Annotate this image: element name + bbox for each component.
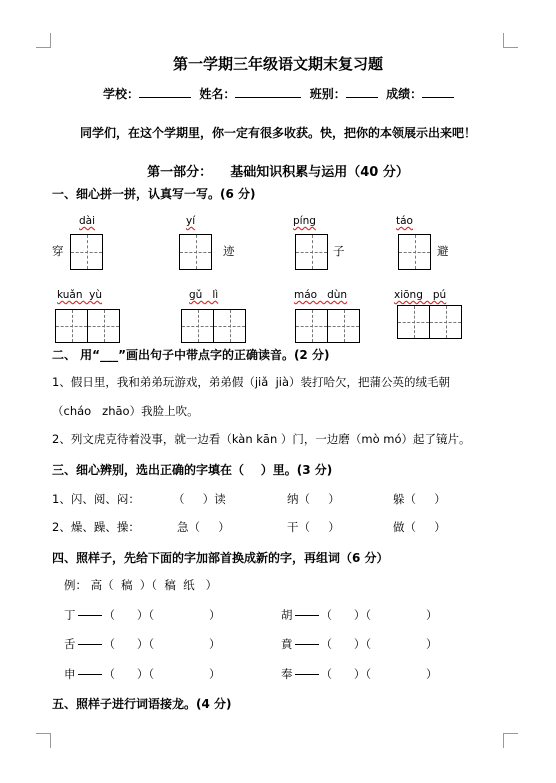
dash-line — [295, 674, 319, 675]
info-line — [103, 85, 454, 102]
q4-char: 胡 — [281, 608, 293, 622]
q4-row1-left — [64, 607, 221, 623]
q1-char-after-3: 子 — [333, 244, 345, 258]
corner-mark-bottom-right — [503, 733, 518, 748]
q1-pinyin-5: kuǎn yù — [57, 289, 103, 301]
q3-row1-item1: （ ）读 — [173, 492, 226, 506]
q3-row1-item3: 躲（ ） — [393, 492, 446, 506]
q1-write-box-1[interactable] — [70, 234, 103, 270]
q2-heading: 二、 用“___”画出句子中带点字的正确读音。(2 分) — [52, 348, 330, 362]
q1-pinyin-4: táo — [396, 215, 413, 227]
q2-sentence-2: 2、列文虎克待着没事，就一边看（kàn kān ）门，一边磨（mò mó）起了镜片。 — [52, 432, 471, 446]
q1-write-box-5[interactable] — [55, 309, 88, 343]
corner-mark-top-left — [36, 33, 51, 48]
dash-line — [78, 615, 102, 616]
q1-write-box-9[interactable] — [295, 309, 328, 343]
dash-line — [78, 644, 102, 645]
school-label: 学校： — [103, 87, 140, 101]
q1-write-box-3[interactable] — [295, 234, 328, 270]
q4-row3-right — [281, 666, 438, 682]
q1-heading: 一、细心拼一拼，认真写一写。(6 分) — [52, 187, 256, 201]
q3-row1-label: 1、闪、阅、闷： — [52, 492, 140, 506]
score-label: 成绩： — [386, 87, 423, 101]
q1-pinyin-6: gǔ lì — [189, 289, 219, 301]
q4-example: 例： 高（ 稿 ）（ 稿 纸 ） — [64, 578, 218, 592]
name-field[interactable] — [235, 85, 301, 98]
q1-write-box-7[interactable] — [181, 309, 214, 343]
q4-char: 舌 — [64, 637, 76, 651]
q1-pinyin-1: dài — [79, 215, 96, 227]
q1-write-box-2[interactable] — [179, 234, 212, 270]
q4-char: 賁 — [281, 637, 293, 651]
q3-row2-item3: 做（ ） — [393, 520, 446, 534]
q1-pinyin-3: píng — [293, 215, 316, 227]
q1-char-after-4: 避 — [437, 244, 449, 258]
q4-blank: （ ）（ ） — [103, 667, 221, 681]
q1-write-box-11[interactable] — [397, 305, 430, 339]
dash-line — [295, 644, 319, 645]
q4-char: 丁 — [64, 608, 76, 622]
q3-heading: 三、细心辨别，选出正确的字填在（ ）里。(3 分) — [52, 463, 333, 477]
class-field[interactable] — [346, 85, 378, 98]
dash-line — [78, 674, 102, 675]
q1-char-before-1: 穿 — [52, 244, 64, 258]
q4-heading: 四、照样子，先给下面的字加部首换成新的字，再组词（6 分） — [52, 551, 389, 565]
q4-blank: （ ）（ ） — [320, 608, 438, 622]
q1-write-box-8[interactable] — [213, 309, 246, 343]
q5-heading: 五、照样子进行词语接龙。(4 分) — [52, 697, 232, 711]
corner-mark-bottom-left — [36, 733, 51, 748]
q1-write-box-10[interactable] — [327, 309, 360, 343]
q4-row3-left — [64, 666, 221, 682]
q4-row2-right — [281, 636, 438, 652]
q4-blank: （ ）（ ） — [103, 637, 221, 651]
corner-mark-top-right — [503, 33, 518, 48]
part-one-heading: 第一部分： 基础知识积累与运用（40 分） — [147, 165, 409, 180]
q4-row2-left — [64, 636, 221, 652]
q1-write-box-4[interactable] — [398, 234, 431, 270]
q4-blank: （ ）（ ） — [320, 667, 438, 681]
q2-sentence-1a: 1、假日里，我和弟弟玩游戏，弟弟假（jiǎ jià）装打哈欠，把蒲公英的绒毛朝 — [52, 375, 450, 389]
q1-pinyin-8: xiōng pú — [394, 289, 447, 301]
q4-blank: （ ）（ ） — [103, 608, 221, 622]
q3-row1-item2: 纳（ ） — [287, 492, 340, 506]
q4-row1-right — [281, 607, 438, 623]
school-field[interactable] — [139, 85, 191, 98]
q1-pinyin-2: yí — [186, 215, 196, 227]
q3-row2-label: 2、燥、躁、操： — [52, 520, 140, 534]
score-field[interactable] — [422, 85, 454, 98]
dash-line — [295, 615, 319, 616]
q1-write-box-12[interactable] — [429, 305, 462, 339]
q3-row2-item2: 干（ ） — [287, 520, 340, 534]
q4-char: 奉 — [281, 667, 293, 681]
q1-pinyin-7: máo dùn — [294, 289, 348, 301]
q3-row2-item1: 急（ ） — [177, 520, 230, 534]
name-label: 姓名： — [199, 87, 236, 101]
slogan: 同学们，在这个学期里，你一定有很多收获。快，把你的本领展示出来吧！ — [79, 126, 476, 140]
class-label: 班别： — [309, 87, 346, 101]
q4-blank: （ ）（ ） — [320, 637, 438, 651]
q2-sentence-1b: （cháo zhāo）我脸上吹。 — [52, 404, 199, 418]
q4-char: 申 — [64, 667, 76, 681]
q1-write-box-6[interactable] — [87, 309, 120, 343]
page-title: 第一学期三年级语文期末复习题 — [172, 55, 383, 73]
q1-char-after-2: 迹 — [223, 244, 235, 258]
